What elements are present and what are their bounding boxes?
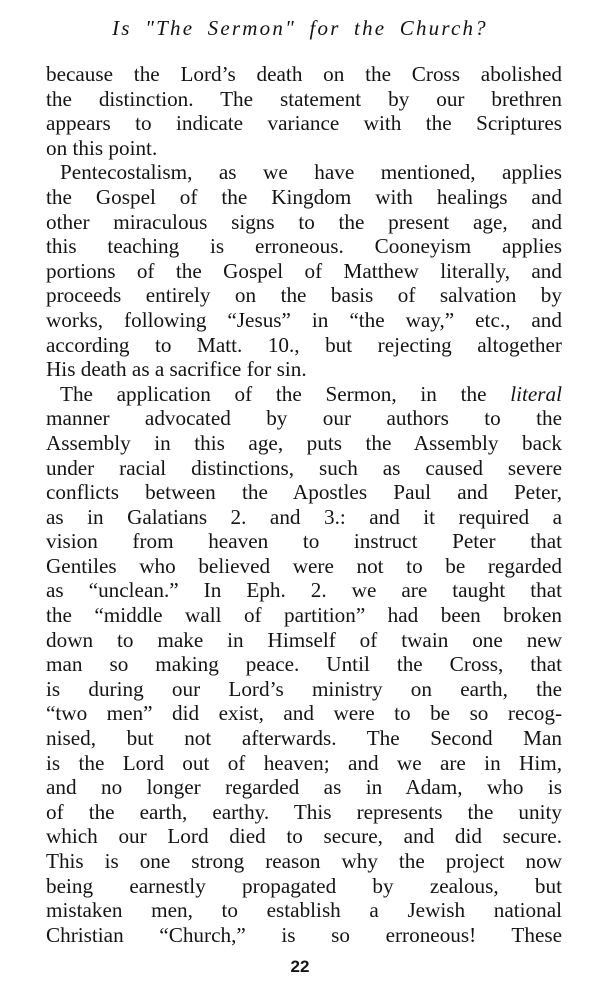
text-line: This is one strong reason why the project now [46, 849, 562, 873]
text-line: which our Lord died to secure, and did secure. [46, 824, 562, 849]
text-line: the distinction. The statement by our brethren [46, 86, 562, 111]
text-line: works, following “Jesus” in “the way,” etc., and [46, 307, 562, 332]
text-line: mistaken men, to establish a Jewish national [46, 898, 562, 923]
text-line: under racial distinctions, such as caused severe [46, 455, 562, 480]
text-line-with-italic [46, 382, 562, 407]
text-line: this teaching is erroneous. Cooneyism applies [46, 234, 562, 259]
text-segment: The application of the Sermon, in the [60, 381, 487, 406]
text-line: man so making peace. Until the Cross, that [46, 652, 562, 677]
text-line: conflicts between the Apostles Paul and Peter, [46, 480, 562, 505]
text-line: manner advocated by our authors to the [46, 406, 562, 431]
text-line: Gentiles who believed were not to be regarded [46, 553, 562, 578]
text-line: portions of the Gospel of Matthew literally, and [46, 258, 562, 283]
text-line: according to Matt. 10., but rejecting altogether [46, 332, 562, 357]
text-line: Pentecostalism, as we have mentioned, applies [60, 160, 562, 185]
text-line: other miraculous signs to the present age, and [46, 209, 562, 234]
text-line: being earnestly propagated by zealous, but [46, 873, 562, 898]
text-line: on this point. [46, 135, 158, 160]
text-line: vision from heaven to instruct Peter that [46, 529, 562, 554]
paragraph-1 [46, 62, 562, 160]
text-line: the “middle wall of partition” had been broken [46, 603, 562, 628]
paragraph-2 [46, 160, 562, 381]
body-text [46, 62, 562, 947]
text-line: “two men” did exist, and were to be so recog- [46, 701, 562, 726]
italic-word: literal [510, 381, 562, 406]
text-line: is the Lord out of heaven; and we are in Him, [46, 750, 562, 775]
text-line: nised, but not afterwards. The Second Man [46, 726, 562, 751]
text-line: down to make in Himself of twain one new [46, 627, 562, 652]
text-line: Christian “Church,” is so erroneous! These [46, 922, 562, 947]
text-line: of the earth, earthy. This represents the unity [46, 799, 562, 824]
text-line: appears to indicate variance with the Scriptures [46, 111, 562, 136]
text-line: His death as a sacrifice for sin. [46, 357, 307, 382]
text-line: and no longer regarded as in Adam, who is [46, 775, 562, 800]
text-line: as in Galatians 2. and 3.: and it required a [46, 504, 562, 529]
text-line: proceeds entirely on the basis of salvation by [46, 283, 562, 308]
paragraph-3 [46, 382, 562, 948]
text-line: Assembly in this age, puts the Assembly back [46, 430, 562, 455]
page-number: 22 [290, 957, 310, 976]
text-line: is during our Lord’s ministry on earth, the [46, 676, 562, 701]
text-line: as “unclean.” In Eph. 2. we are taught that [46, 578, 562, 603]
text-line: because the Lord’s death on the Cross abolished [46, 62, 562, 86]
text-line: the Gospel of the Kingdom with healings and [46, 184, 562, 209]
running-head: Is "The Sermon" for the Church? [112, 16, 488, 40]
